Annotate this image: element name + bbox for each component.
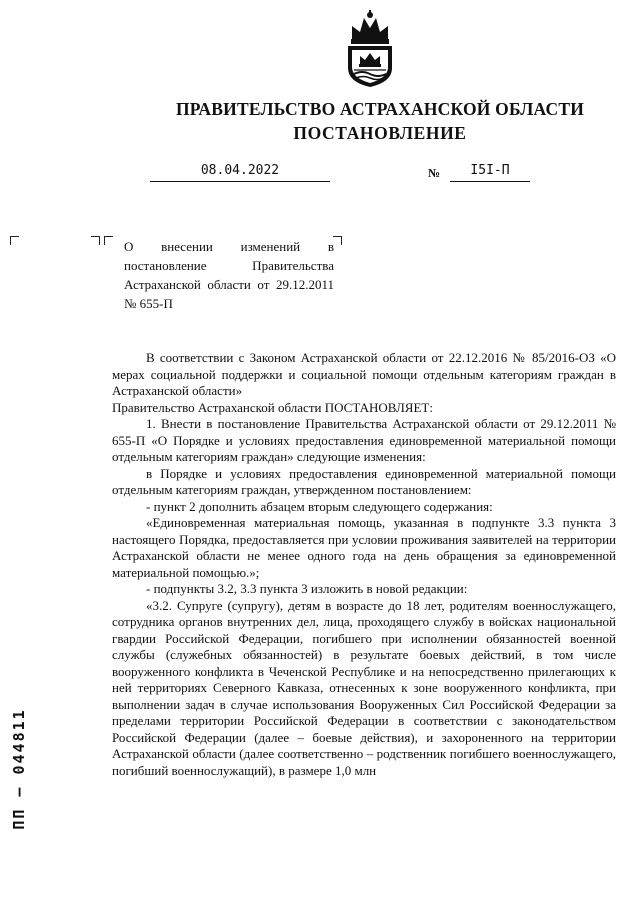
- body-paragraph: «Единовременная материальная помощь, указанная в подпункте 3.3 пункта 3 настоящего Порядка, предоставляется при условии проживания заявителей на территории Астраханской области не менее одного года на день обращения за единовременной материальной помощью.»;: [112, 515, 616, 580]
- document-type: ПОСТАНОВЛЕНИЕ: [293, 123, 467, 143]
- body-paragraph: - подпункты 3.2, 3.3 пункта 3 изложить в новой редакции:: [146, 581, 468, 596]
- body-paragraph: в Порядке и условиях предоставления единовременной материальной помощи отдельным категориям граждан, утвержденном постановлением:: [112, 465, 616, 497]
- resolution-clause: Правительство Астраханской области ПОСТАНОВЛЯЕТ:: [112, 399, 433, 415]
- subject-corner-mark: [104, 236, 113, 245]
- margin-corner-mark: [10, 236, 19, 245]
- body-paragraph: «3.2. Супруге (супругу), детям в возрасте до 18 лет, родителям военнослужащего, сотрудника органов внутренних дел, лица, проходящего службу в войсках национальной гвардии Российской Федерации, погибшего при исполнении обязанностей военной службы (служебных обязанностей) в результате боевых действий, в том числе вооруженного конфликта в Чеченской Республике и на непосредственно прилегающих к ней территориях Северного Кавказа, отнесенных к зоне вооруженного конфликта, при выполнении задач в случае использования Вооруженных Сил Российской Федерации за пределами территории Российской Федерации в соответствии с законодательством Российской Федерации (далее – боевые действия), и захороненного на территории Астраханской области (далее соответственно – родственник погибшего военнослужащего, погибший военнослужащий), в размере 1,0 млн: [112, 597, 616, 778]
- subject-corner-mark: [333, 236, 342, 245]
- astrakhan-coat-of-arms-icon: [340, 10, 400, 88]
- form-serial-number: [6, 690, 26, 850]
- document-date: 08.04.2022: [200, 163, 280, 178]
- body-paragraph: 1. Внести в постановление Правительства Астраханской области от 29.12.2011 № 655-П «О Порядке и условиях предоставления единовременной материальной помощи отдельным категориям граждан» следующие изменения:: [112, 416, 616, 464]
- number-sign: №: [428, 166, 441, 180]
- date-underline: [150, 181, 330, 182]
- document-body: [112, 350, 616, 779]
- document-number: I5I-П: [470, 163, 510, 178]
- margin-corner-mark: [91, 236, 100, 245]
- body-paragraph: - пункт 2 дополнить абзацем вторым следующего содержания:: [146, 498, 493, 514]
- form-serial-text: ПП – 044811: [10, 708, 28, 830]
- number-underline: [450, 181, 530, 182]
- government-title: ПРАВИТЕЛЬСТВО АСТРАХАНСКОЙ ОБЛАСТИ: [175, 99, 585, 119]
- preamble-paragraph: В соответствии с Законом Астраханской области от 22.12.2016 № 85/2016-ОЗ «О мерах социальной поддержки и социальной помощи отдельным категориям граждан в Астраханской области»: [112, 350, 616, 398]
- document-subject: О внесении изменений в постановление Правительства Астраханской области от 29.12.2011 № 655-П: [124, 239, 334, 311]
